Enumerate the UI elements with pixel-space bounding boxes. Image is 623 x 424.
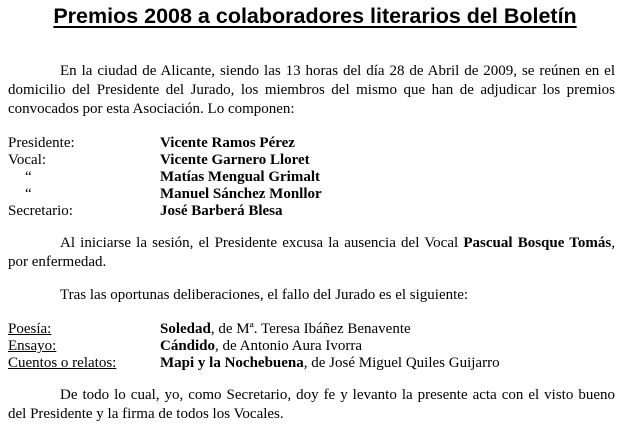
poesia-label: Poesía: (8, 321, 52, 337)
page-title: Premios 2008 a colaboradores literarios del Boletín (53, 4, 577, 28)
ditto-mark-2: “ (25, 186, 32, 202)
closing-paragraph: De todo lo cual, yo, como Secretario, doy fe y levanto la presente acta con el visto bueno del Presidente y la firma de todos los Vocales. (8, 387, 615, 422)
secretary-name: José Barberá Blesa (160, 203, 283, 219)
absence-text-after: , por enfermedad. (8, 235, 615, 270)
president-name: Vicente Ramos Pérez (160, 135, 295, 151)
absence-paragraph (8, 234, 615, 272)
secretary-label: Secretario: (8, 203, 73, 219)
intro-paragraph: En la ciudad de Alicante, siendo las 13 horas del día 28 de Abril de 2009, se reúnen en el domicilio del Presidente del Jurado, los miembros del mismo que han de adjudicar los premios convocados por esta Asociación. Lo componen: (8, 63, 615, 117)
poesia-work: Soledad (160, 321, 211, 337)
cuentos-work: Mapi y la Nochebuena (160, 355, 304, 371)
cuentos-author: , de José Miguel Quiles Guijarro (303, 355, 500, 371)
absence-text-before: Al iniciarse la sesión, el Presidente excusa la ausencia del Vocal (60, 235, 464, 251)
ditto-mark-1: “ (25, 169, 32, 185)
vocal-label: Vocal: (8, 152, 47, 168)
vocal-name-1: Vicente Garnero Lloret (160, 152, 310, 168)
president-label: Presidente: (8, 135, 75, 151)
ensayo-author: , de Antonio Aura Ivorra (215, 338, 363, 354)
poesia-author: , de Mª. Teresa Ibáñez Benavente (210, 321, 411, 337)
ensayo-work: Cándido (160, 338, 216, 354)
absent-vocal-name: Pascual Bosque Tomás (463, 235, 612, 251)
cuentos-label: Cuentos o relatos: (8, 355, 117, 371)
deliberation-paragraph: Tras las oportunas deliberaciones, el fallo del Jurado es el siguiente: (60, 287, 469, 303)
vocal-name-3: Manuel Sánchez Monllor (160, 186, 322, 202)
vocal-name-2: Matías Mengual Grimalt (160, 169, 320, 185)
ensayo-label: Ensayo: (8, 338, 57, 354)
